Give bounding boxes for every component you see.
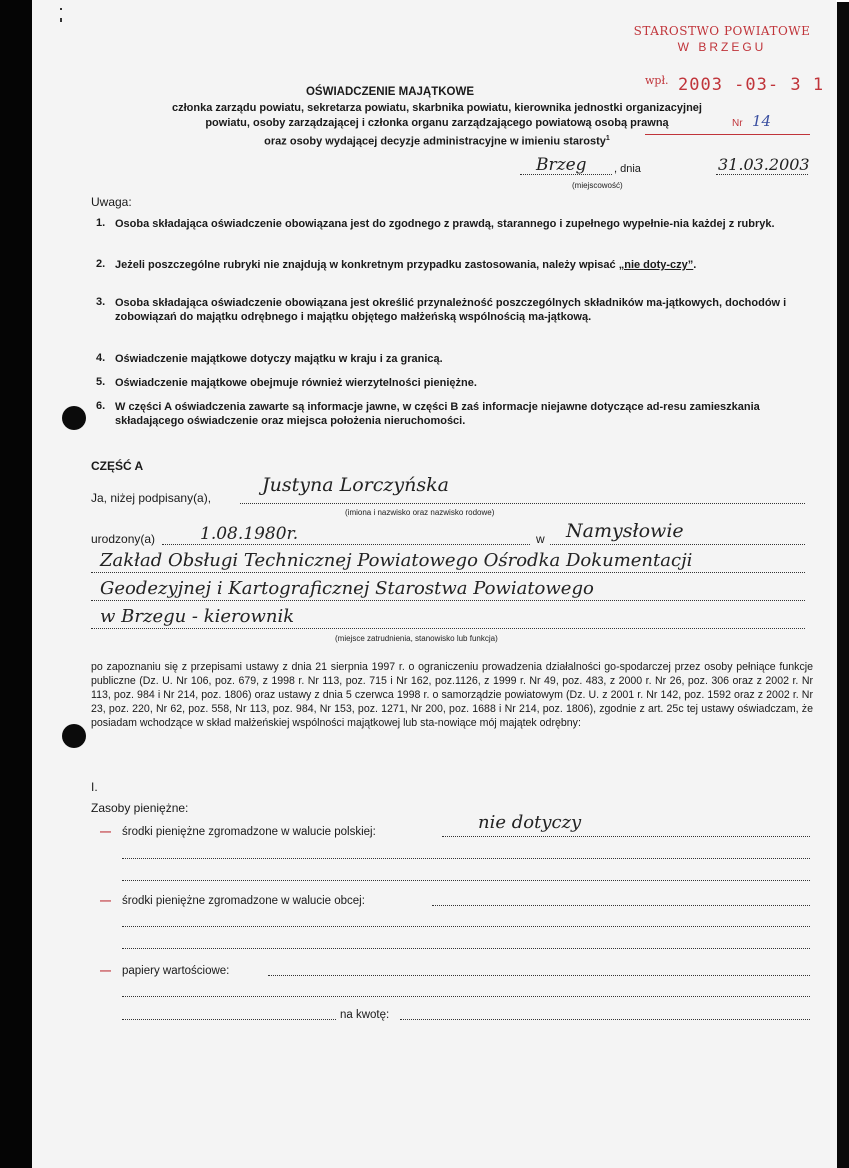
amount-left-dotline bbox=[122, 1019, 336, 1020]
footnote-mark: 1 bbox=[605, 135, 610, 142]
date-value: 31.03.2003 bbox=[718, 155, 810, 174]
scan-speck bbox=[60, 18, 62, 22]
field-pln-label: środki pieniężne zgromadzone w walucie polskiej: bbox=[122, 826, 376, 838]
note-2-quote: „nie doty-czy” bbox=[618, 259, 694, 271]
dash-foreign: — bbox=[100, 895, 111, 907]
born-place-dotline bbox=[550, 544, 805, 545]
signer-dotline bbox=[240, 503, 805, 504]
scan-edge-left bbox=[0, 0, 32, 1168]
subtitle-line-2: powiatu, osoby zarządzającej i członka organu zarządzającego powiatową osobą prawną bbox=[205, 117, 669, 129]
field-pln-dotline-2 bbox=[122, 858, 810, 859]
field-securities-label: papiery wartościowe: bbox=[122, 965, 230, 977]
document-subtitle bbox=[92, 101, 782, 150]
field-pln-dotline-3 bbox=[122, 880, 810, 881]
note-3-text: Osoba składająca oświadczenie obowiązana jest określić przynależność poszczególnych składników ma-jątkowych, dochodów i zobowiązań do majątku odrębnego i majątku objętego małżeńską wspólnością ma-jątkową. bbox=[115, 297, 787, 323]
document-title: OŚWIADCZENIE MAJĄTKOWE bbox=[305, 86, 475, 98]
employment-line-3: w Brzegu - kierownik bbox=[100, 606, 295, 627]
note-2-text-after: . bbox=[693, 259, 697, 271]
employment-dotline-2 bbox=[91, 600, 805, 601]
born-place: Namysłowie bbox=[566, 520, 684, 542]
note-2-text-before: Jeżeli poszczególne rubryki nie znajdują w konkretnym przypadku zastosowania, należy wpisać bbox=[115, 259, 619, 271]
place-caption: (miejscowość) bbox=[572, 181, 623, 190]
stamp-office-line1: STAROSTWO POWIATOWE bbox=[633, 24, 811, 38]
section-1-heading: Zasoby pieniężne: bbox=[91, 801, 189, 815]
note-2-num: 2. bbox=[96, 258, 106, 270]
note-2-text bbox=[115, 258, 805, 272]
employment-line-2: Geodezyjnej i Kartograficznej Starostwa Powiatowego bbox=[100, 578, 594, 599]
note-1-num: 1. bbox=[96, 217, 106, 229]
amount-label: na kwotę: bbox=[340, 1009, 390, 1021]
employment-dotline-1 bbox=[91, 572, 805, 573]
field-securities-dotline bbox=[268, 975, 810, 976]
stamp-received-date: 2003 -03- 3 1 bbox=[678, 75, 825, 95]
part-a-paragraph: po zapoznaniu się z przepisami ustawy z dnia 21 sierpnia 1997 r. o ograniczeniu prowadzenia działalności go-spodarczej przez osoby pełniące funkcje publiczne (Dz. U. Nr 106, poz. 679, z 1998 r. Nr 113, poz. 715 i Nr 162, poz.1126, z 1999 r. Nr 49, poz. 483, z 2000 r. Nr 26, poz. 306 oraz z 2002 r. Nr 113, poz. 984 i Nr 214, poz. 1806) oraz ustawy z dnia 5 czerwca 1998 r. o samorządzie powiatowym (Dz. U. z 2001 r. Nr 142, poz. 1592 oraz z 2002 r. Nr 23, poz. 220, Nr 62, poz. 558, Nr 113, poz. 984, Nr 153, poz. 1271, Nr 200, poz. 1688 i Nr 214, poz. 1806), zgodnie z art. 25c tej ustawy oświadczam, że posiadam wchodzące w skład małżeńskiej wspólności majątkowej lub sta-nowiące mój majątek odrębny: bbox=[91, 661, 813, 729]
date-label: , dnia bbox=[614, 163, 641, 175]
field-foreign-label: środki pieniężne zgromadzone w walucie obcej: bbox=[122, 895, 365, 907]
born-date: 1.08.1980r. bbox=[200, 524, 299, 544]
employment-line-1: Zakład Obsługi Technicznej Powiatowego Ośrodka Dokumentacji bbox=[100, 550, 693, 571]
field-foreign-dotline bbox=[432, 905, 810, 906]
note-5-num: 5. bbox=[96, 376, 106, 388]
signer-label: Ja, niżej podpisany(a), bbox=[91, 491, 212, 505]
scan-speck bbox=[60, 8, 62, 10]
employment-caption: (miejsce zatrudnienia, stanowisko lub funkcja) bbox=[335, 634, 498, 643]
field-foreign-dotline-2 bbox=[122, 926, 810, 927]
note-3-num: 3. bbox=[96, 296, 106, 308]
stamp-received-label: wpł. bbox=[645, 74, 669, 87]
section-1-numeral: I. bbox=[91, 780, 98, 794]
subtitle-line-3-wrap bbox=[92, 131, 782, 150]
note-4-num: 4. bbox=[96, 352, 106, 364]
dash-securities: — bbox=[100, 965, 111, 977]
field-foreign-dotline-3 bbox=[122, 948, 810, 949]
part-a-heading: CZĘŚĆ A bbox=[91, 459, 144, 473]
signer-value: Justyna Lorczyńska bbox=[262, 474, 449, 496]
signer-caption: (imiona i nazwisko oraz nazwisko rodowe) bbox=[345, 508, 495, 517]
born-label: urodzony(a) bbox=[91, 532, 156, 546]
dash-pln: — bbox=[100, 826, 111, 838]
born-in-label: w bbox=[536, 532, 545, 546]
born-date-dotline bbox=[162, 544, 530, 545]
subtitle-line-1: członka zarządu powiatu, sekretarza powiatu, skarbnika powiatu, kierownika jednostki organizacyjnej bbox=[172, 102, 702, 114]
note-6-num: 6. bbox=[96, 400, 106, 412]
employment-dotline-3 bbox=[91, 628, 805, 629]
notes-heading: Uwaga: bbox=[91, 195, 132, 209]
note-1-text: Osoba składająca oświadczenie obowiązana jest do zgodnego z prawdą, starannego i zupełnego wypełnie-nia każdej z rubryk. bbox=[115, 218, 775, 230]
stamp-nr-value: 14 bbox=[752, 112, 772, 130]
punch-hole-top bbox=[62, 406, 86, 430]
place-value: Brzeg bbox=[536, 155, 587, 175]
date-dotline bbox=[716, 174, 808, 175]
note-4-text: Oświadczenie majątkowe dotyczy majątku w kraju i za granicą. bbox=[115, 353, 443, 365]
subtitle-line-3: oraz osoby wydającej decyzje administracyjne w imieniu starosty bbox=[264, 135, 606, 148]
note-5-text: Oświadczenie majątkowe obejmuje również wierzytelności pieniężne. bbox=[115, 377, 477, 389]
field-pln-value: nie dotyczy bbox=[478, 812, 582, 833]
scan-corner-mark bbox=[836, 0, 849, 2]
field-pln-dotline bbox=[442, 836, 810, 837]
stamp-nr-label: Nr bbox=[732, 118, 743, 129]
note-6-text: W części A oświadczenia zawarte są informacje jawne, w części B zaś informacje niejawne dotyczące ad-resu zamieszkania składającego oświadczenie oraz miejsca położenia nieruchomości. bbox=[115, 401, 760, 427]
field-securities-dotline-2 bbox=[122, 996, 810, 997]
amount-dotline bbox=[400, 1019, 810, 1020]
stamp-office-line2: W BRZEGU bbox=[677, 40, 767, 54]
scan-edge-right bbox=[837, 0, 849, 1168]
punch-hole-bottom bbox=[62, 724, 86, 748]
